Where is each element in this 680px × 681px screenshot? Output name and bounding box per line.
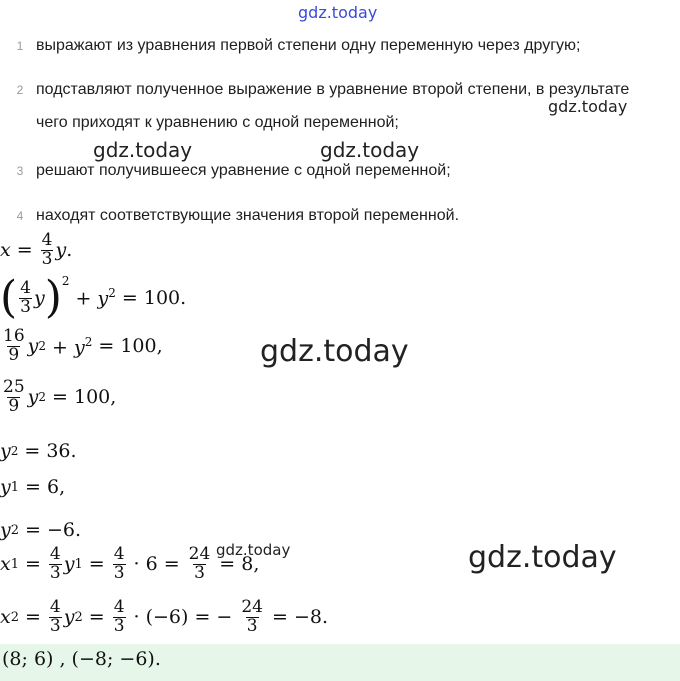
math-plus <box>52 335 92 358</box>
math-term: + y <box>52 336 85 358</box>
math-sub: 1 <box>74 556 83 572</box>
frac-num: 24 <box>188 544 211 564</box>
math-line-4 <box>0 379 122 416</box>
math-sub: 2 <box>10 609 19 625</box>
watermark-large: gdz.today <box>468 540 617 575</box>
frac-num: 4 <box>20 277 31 298</box>
math-fraction <box>113 599 126 636</box>
step-text: находят соответствующие значения второй переменной. <box>36 207 460 224</box>
math-var: x <box>0 553 11 576</box>
math-var: y <box>63 606 75 629</box>
math-eq: = 100, <box>52 386 117 409</box>
math-fraction <box>188 546 212 583</box>
frac-den: 3 <box>113 562 125 583</box>
math-exp: 2 <box>84 334 93 349</box>
frac-num: 4 <box>113 544 125 564</box>
watermark-large: gdz.today <box>260 334 409 369</box>
frac-num: 4 <box>41 230 53 250</box>
frac-den: 3 <box>41 248 53 269</box>
math-eq: = <box>25 553 41 576</box>
math-line-5 <box>0 440 83 462</box>
math-exp: 2 <box>38 339 47 354</box>
step-number: 1 <box>16 39 24 53</box>
frac-den: 9 <box>8 395 20 416</box>
math-var: y <box>27 335 39 358</box>
math-end: = 8, <box>219 553 260 576</box>
math-mid: · 6 = <box>133 553 180 576</box>
paren-close: ) <box>44 272 62 323</box>
math-plus <box>76 286 116 309</box>
math-var: y <box>34 287 45 309</box>
math-fraction <box>240 599 264 636</box>
math-var: x <box>0 239 11 262</box>
math-exp: 2 <box>38 390 47 405</box>
step-text: решают получившееся уравнение с одной переменной; <box>36 162 451 179</box>
frac-num: 24 <box>241 597 263 617</box>
step-text: выражают из уравнения первой степени одну переменную через другую; <box>36 37 581 54</box>
step-number: 4 <box>16 209 24 223</box>
math-line-3 <box>0 328 163 365</box>
math-eq: = 100. <box>121 287 187 309</box>
frac-den: 3 <box>20 296 31 317</box>
math-eq: = <box>88 553 105 576</box>
frac-num: 25 <box>3 377 25 397</box>
math-eq: = <box>16 239 33 262</box>
math-eq: = <box>88 606 105 629</box>
answer-text: (8; 6) , (−8; −6). <box>2 648 161 670</box>
frac-num: 4 <box>49 544 61 564</box>
watermark-small: gdz.today <box>548 97 628 116</box>
watermark-small: gdz.today <box>216 541 291 559</box>
math-term: + y <box>75 287 109 310</box>
math-fraction <box>2 379 26 416</box>
watermark-small: gdz.today <box>93 138 193 162</box>
math-var: y <box>55 239 67 262</box>
frac-den: 3 <box>194 562 205 583</box>
math-eq: = −6. <box>25 519 82 541</box>
math-fraction <box>113 546 126 583</box>
step-number: 3 <box>16 164 24 178</box>
frac-den: 3 <box>246 615 258 636</box>
math-var: y <box>0 440 11 462</box>
math-sub: 2 <box>74 609 83 625</box>
math-exp: 2 <box>10 444 19 458</box>
frac-num: 4 <box>49 597 61 617</box>
math-var: y <box>0 519 11 541</box>
math-var: y <box>63 553 75 576</box>
math-sub: 2 <box>10 522 20 538</box>
math-end: = −8. <box>272 606 329 629</box>
math-eq: = 36. <box>24 440 77 462</box>
math-var: y <box>0 476 11 498</box>
math-fraction <box>49 546 62 583</box>
math-line-9 <box>0 599 334 636</box>
math-eq: = 100, <box>98 335 163 358</box>
frac-den: 3 <box>49 562 61 583</box>
math-line-8 <box>0 546 265 583</box>
math-eq: = 6, <box>25 476 66 498</box>
math-sub: 1 <box>10 479 20 495</box>
math-tail: . <box>66 239 73 262</box>
math-line-6 <box>0 476 71 498</box>
paren-open: ( <box>0 272 18 323</box>
watermark-small: gdz.today <box>320 138 420 162</box>
math-fraction <box>19 277 32 317</box>
math-exp: 2 <box>108 286 116 301</box>
math-fraction <box>41 232 54 269</box>
frac-num: 4 <box>113 597 125 617</box>
math-sub: 1 <box>10 556 19 572</box>
step-number: 2 <box>16 83 24 97</box>
math-fraction <box>49 599 62 636</box>
math-fraction <box>2 328 26 365</box>
math-line-1 <box>0 232 72 269</box>
watermark-top: gdz.today <box>298 3 378 22</box>
math-eq: = <box>25 606 41 629</box>
frac-num: 16 <box>3 326 25 346</box>
step-text: подставляют полученное выражение в уравнение второй степени, в результате чего приходят к уравнению с одной переменной; <box>36 81 630 131</box>
math-var: x <box>0 606 11 629</box>
frac-den: 9 <box>8 344 20 365</box>
math-line-2 <box>0 272 187 323</box>
frac-den: 3 <box>49 615 61 636</box>
math-mid: · (−6) = − <box>133 606 233 629</box>
math-exp: 2 <box>61 274 70 288</box>
frac-den: 3 <box>113 615 125 636</box>
answer-box <box>0 644 680 681</box>
math-line-7 <box>0 519 87 541</box>
math-var: y <box>27 386 39 409</box>
